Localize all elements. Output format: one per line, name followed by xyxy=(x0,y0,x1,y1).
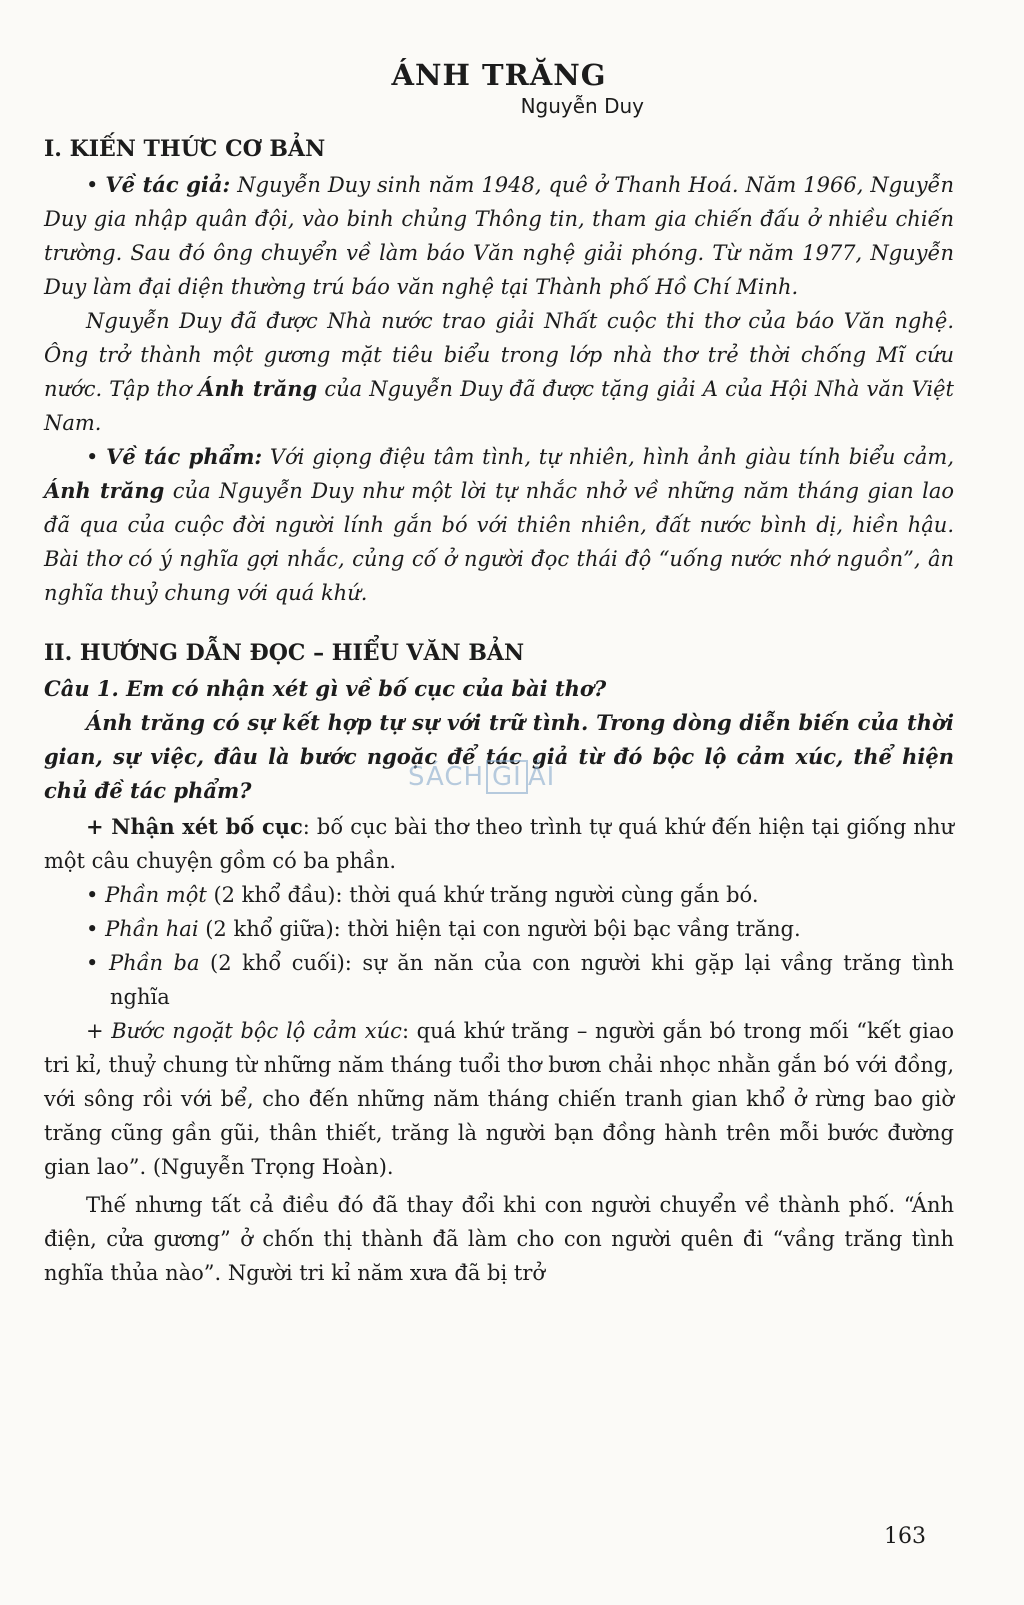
question-1: Câu 1. Em có nhận xét gì về bố cục của bài thơ? xyxy=(44,676,607,701)
watermark-logo: SÁCH GI ẢI xyxy=(408,762,556,792)
paragraph-work-info: • Về tác phẩm: Với giọng điệu tâm tình, tự nhiên, hình ảnh giàu tính biểu cảm, Ánh trăng của Nguyễn Duy như một lời tự nhắc nhở về những năm tháng gian lao đã qua của cuộc đời người lính gắn bó với thiên nhiên, đất nước bình dị, hiền hậu. Bài thơ có ý nghĩa gợi nhắc, củng cố ở người đọc thái độ “uống nước nhớ nguồn”, ân nghĩa thuỷ chung với quá khứ. xyxy=(44,444,955,605)
answer-turning-point: + Bước ngoặt bộc lộ cảm xúc: quá khứ trăng – người gắn bó trong mối “kết giao tri kỉ, thuỷ chung từ những năm tháng tuổi thơ bươn chải nhọc nhằn gắn bó với đồng, với sông rồi với bể, cho đến những năm tháng chiến tranh gian khổ ở rừng bao giờ trăng cũng gần gũi, thân thiết, trăng là người bạn đồng hành trên mỗi bước đường gian lao”. (Nguyễn Trọng Hoàn). xyxy=(44,1019,955,1179)
question-2: Ánh trăng có sự kết hợp tự sự với trữ tình. Trong dòng diễn biến của thời gian, sự việc, đâu là bước ngoặc để tác giả từ đó bộc lộ cảm xúc, thể hiện chủ đề tác phẩm? xyxy=(44,710,954,803)
answer-change: Thế nhưng tất cả điều đó đã thay đổi khi con người chuyển về thành phố. “Ánh điện, cửa gương” ở chốn thị thành đã làm cho con người quên đi “vầng trăng tình nghĩa thủa nào”. Người tri kỉ năm xưa đã bị trở xyxy=(44,1193,954,1285)
label-author: Về tác giả: xyxy=(105,172,231,197)
list-item: • Phần một (2 khổ đầu): thời quá khứ trăng người cùng gắn bó. xyxy=(86,883,759,907)
label-work: Về tác phẩm: xyxy=(106,444,263,469)
answer-structure: + Nhận xét bố cục: bố cục bài thơ theo trình tự quá khứ đến hiện tại giống như một câu chuyện gồm có ba phần. xyxy=(44,814,955,873)
bullet-icon: • xyxy=(86,173,99,197)
paragraph-author-award: Nguyễn Duy đã được Nhà nước trao giải Nhất cuộc thi thơ của báo Văn nghệ. Ông trở thành một gương mặt tiêu biểu trong lớp nhà thơ trẻ thời chống Mĩ cứu nước. Tập thơ Ánh trăng của Nguyễn Duy đã được tặng giải A của Hội Nhà văn Việt Nam. xyxy=(44,309,954,435)
list-item: • Phần hai (2 khổ giữa): thời hiện tại con người bội bạc vầng trăng. xyxy=(86,917,801,941)
section-heading-1: I. KIẾN THỨC CƠ BẢN xyxy=(44,136,326,162)
poem-title: ÁNH TRĂNG xyxy=(391,58,607,92)
page-number: 163 xyxy=(884,1524,926,1549)
paragraph-author-info: • Về tác giả: Nguyễn Duy sinh năm 1948, quê ở Thanh Hoá. Năm 1966, Nguyễn Duy gia nhập quân đội, vào binh chủng Thông tin, tham gia chiến đấu ở nhiều chiến trường. Sau đó ông chuyển về làm báo Văn nghệ giải phóng. Từ năm 1977, Nguyễn Duy làm đại diện thường trú báo văn nghệ tại Thành phố Hồ Chí Minh. xyxy=(44,172,954,299)
author-name: Nguyễn Duy xyxy=(520,94,644,118)
bullet-icon: • xyxy=(86,445,99,469)
list-item: • Phần ba (2 khổ cuối): sự ăn năn của con người khi gặp lại vầng trăng tình nghĩa xyxy=(86,951,955,1009)
section-heading-2: II. HƯỚNG DẪN ĐỌC – HIỂU VĂN BẢN xyxy=(44,640,525,666)
parts-list xyxy=(44,878,954,1014)
